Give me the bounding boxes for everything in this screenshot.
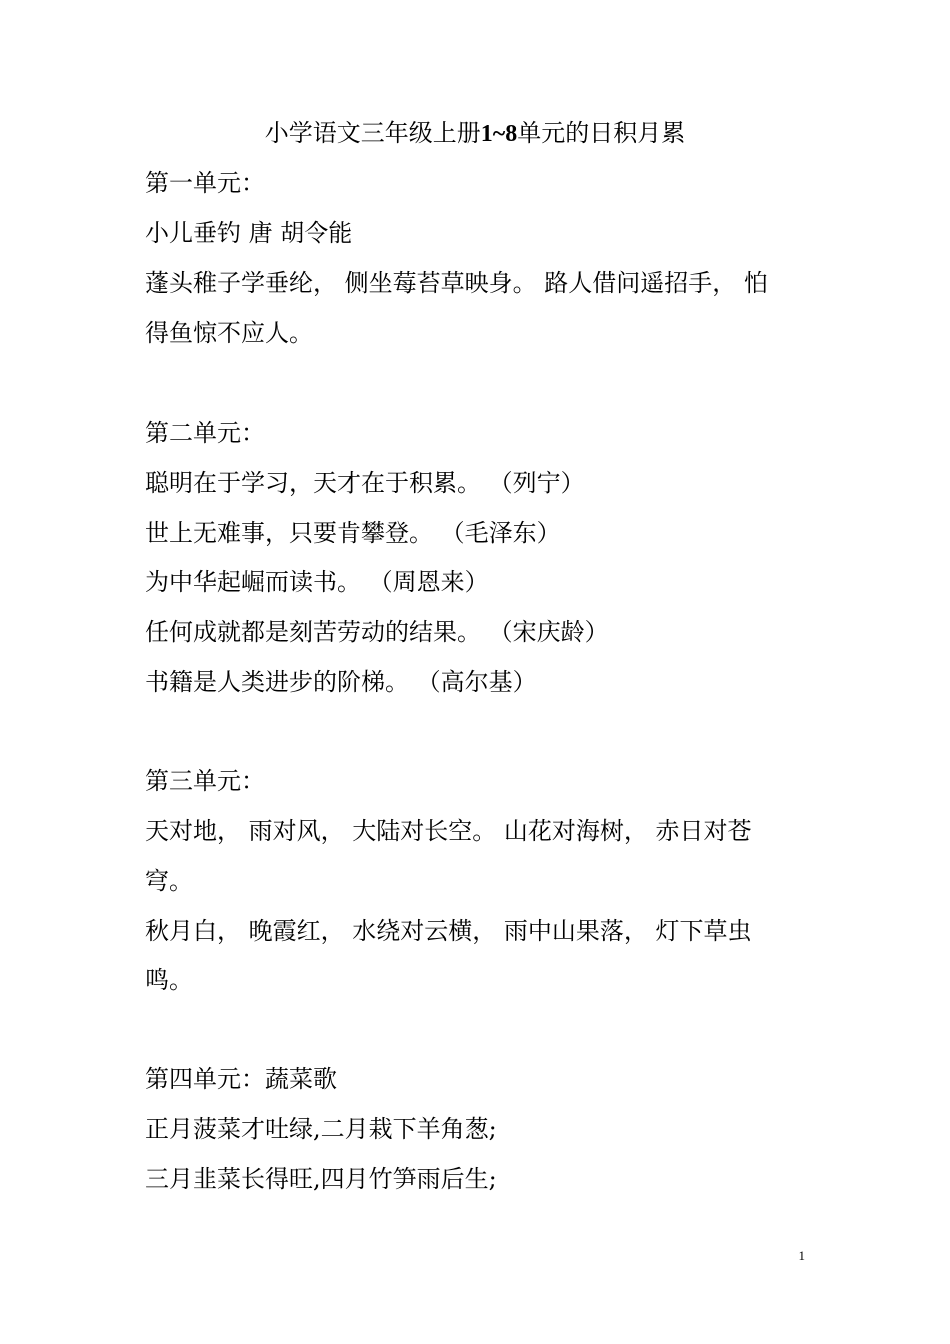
unit2-quote-4: 任何成就都是刻苦劳动的结果。 （宋庆龄） xyxy=(145,618,609,646)
title-text-pre: 小学语文三年级上册 xyxy=(264,119,481,147)
unit1-poem-line-1: 蓬头稚子学垂纶， 侧坐莓苔草映身。 路人借问遥招手， 怕 xyxy=(145,269,768,297)
unit3-line-3: 秋月白， 晚霞红， 水绕对云横， 雨中山果落， 灯下草虫 xyxy=(145,917,752,945)
unit3-line-2: 穹。 xyxy=(145,867,193,895)
unit3-line-1: 天对地， 雨对风， 大陆对长空。 山花对海树， 赤日对苍 xyxy=(145,817,752,845)
unit2-quote-3: 为中华起崛而读书。 （周恩来） xyxy=(145,568,489,596)
unit3-heading: 第三单元： xyxy=(145,767,265,795)
unit4-line-1: 正月菠菜才吐绿,二月栽下羊角葱; xyxy=(145,1115,497,1143)
unit2-quote-5: 书籍是人类进步的阶梯。 （高尔基） xyxy=(145,668,537,696)
title-text-bold: 1~8 xyxy=(480,121,518,147)
unit2-quote-1: 聪明在于学习，天才在于积累。 （列宁） xyxy=(145,469,585,497)
unit4-line-2: 三月韭菜长得旺,四月竹笋雨后生; xyxy=(145,1165,497,1193)
unit2-heading: 第二单元： xyxy=(145,419,265,447)
title-text-post: 单元的日积月累 xyxy=(517,119,686,147)
unit4-heading: 第四单元：蔬菜歌 xyxy=(145,1065,337,1093)
unit1-poem-line-2: 得鱼惊不应人。 xyxy=(145,319,313,347)
page-number: 1 xyxy=(798,1248,805,1263)
unit3-line-4: 鸣。 xyxy=(145,966,193,994)
unit2-quote-2: 世上无难事，只要肯攀登。 （毛泽东） xyxy=(145,519,561,547)
document-title xyxy=(0,108,950,159)
unit1-heading: 第一单元： xyxy=(145,169,265,197)
unit1-poem-title: 小儿垂钓 唐 胡令能 xyxy=(145,219,353,247)
